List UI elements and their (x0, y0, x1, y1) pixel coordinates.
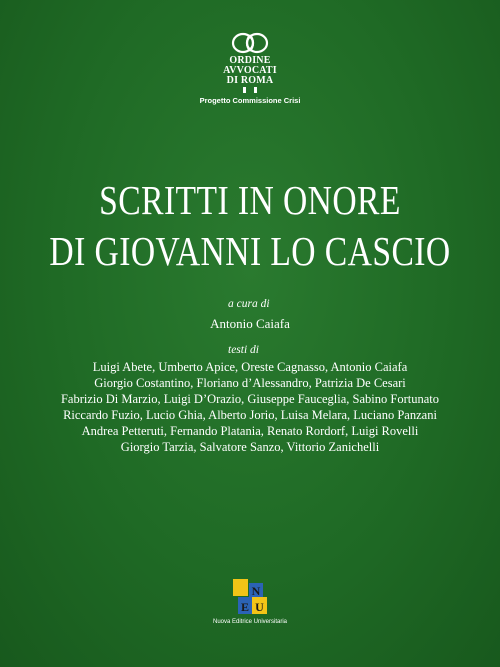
logo-line-1: ORDINE (229, 55, 271, 66)
publisher-letter-e: E (240, 600, 250, 614)
title-line-2: DI GIOVANNI LO CASCIO (49, 228, 451, 274)
authors-line: Riccardo Fuzio, Lucio Ghia, Alberto Jorio, Luisa Melara, Luciano Panzani (63, 408, 437, 423)
logo-line-2: AVVOCATI (223, 65, 277, 76)
project-name: Progetto Commissione Crisi (199, 96, 301, 105)
logo-pillars-icon (238, 87, 262, 93)
ordine-avvocati-emblem-icon (230, 30, 270, 56)
book-title (45, 175, 455, 277)
publisher-name: Nuova Editrice Universitaria (212, 619, 288, 625)
authors-list (0, 359, 500, 456)
authors-line: Giorgio Costantino, Floriano d’Alessandro, Patrizia De Cesari (94, 376, 406, 391)
authors-line: Luigi Abete, Umberto Apice, Oreste Cagnasso, Antonio Caiafa (92, 360, 408, 374)
editor-label: a cura di (228, 298, 270, 310)
publisher-letter-n: N (251, 584, 261, 598)
neu-blocks-logo-icon (232, 578, 268, 616)
publisher-logo (232, 578, 268, 621)
authors-line: Andrea Petteruti, Fernando Platania, Renato Rordorf, Luigi Rovelli (81, 424, 419, 439)
logo-line-3: DI ROMA (226, 75, 274, 86)
title-line-1: SCRITTI IN ONORE (99, 177, 401, 223)
authors-line: Fabrizio Di Marzio, Luigi D’Orazio, Giuseppe Fauceglia, Sabino Fortunato (60, 392, 440, 407)
publisher-letter-u: U (255, 600, 264, 614)
ordine-avvocati-logo (222, 30, 278, 93)
authors-line: Giorgio Tarzia, Salvatore Sanzo, Vittorio Zanichelli (120, 440, 380, 455)
authors-label: testi di (228, 344, 259, 356)
editor-name: Antonio Caiafa (210, 316, 290, 331)
